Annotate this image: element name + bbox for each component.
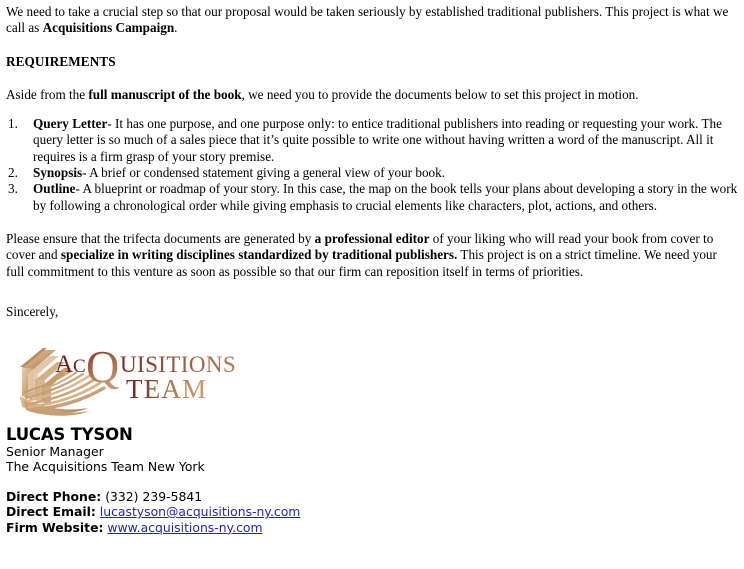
contact-phone-row: [6, 489, 744, 505]
website-link[interactable]: www.acquisitions-ny.com: [107, 519, 263, 535]
acquisitions-team-logo: [10, 338, 240, 420]
list-item-number: 3.: [8, 181, 18, 197]
logo-letter-a: A: [55, 351, 74, 379]
phone-label: Direct Phone:: [6, 488, 102, 504]
closing-bold2: specialize in writing disciplines standardized by traditional publishers.: [60, 247, 458, 263]
logo-team-text: TEAM: [126, 374, 208, 405]
phone-value: (332) 239-5841: [105, 488, 203, 504]
email-link[interactable]: lucastyson@acquisitions-ny.com: [99, 504, 301, 520]
requirements-list: [0, 116, 744, 214]
closing-part2: of your liking who will read your book from cover to cover and: [6, 230, 714, 263]
logo-letters-rest: UISITIONS: [120, 352, 237, 378]
signoff-text: Sincerely,: [6, 303, 59, 319]
list-item: [0, 181, 744, 214]
signature-name: LUCAS TYSON: [6, 425, 133, 445]
list-item-term: Query Letter: [33, 116, 108, 132]
list-item: [0, 165, 744, 181]
list-item-term: Synopsis: [33, 165, 83, 181]
signature-block: [0, 425, 744, 474]
contact-block: [0, 489, 744, 536]
contact-website-row: [6, 520, 744, 536]
logo-svg: [10, 338, 240, 420]
intro-bold-term: Acquisitions Campaign: [42, 20, 175, 36]
list-item: [0, 116, 744, 165]
contact-email-row: [6, 504, 744, 520]
list-item-number: 1.: [8, 116, 18, 132]
signature-title: Senior Manager: [6, 444, 104, 460]
requirements-heading: REQUIREMENTS: [6, 53, 116, 69]
aside-text-before: Aside from the: [6, 86, 89, 102]
aside-text-after: , we need you to provide the documents below to set this project in motion.: [241, 86, 639, 102]
closing-part3: This project is on a strict timeline. We need your full commitment to this venture as soon as possible so that our firm can reposition itself in terms of priorities.: [6, 247, 717, 279]
aside-paragraph: [0, 87, 744, 103]
logo-letter-c: C: [73, 356, 86, 378]
intro-paragraph: [0, 4, 744, 37]
aside-bold-term: full manuscript of the book: [88, 86, 242, 102]
email-label: Direct Email:: [6, 504, 96, 520]
list-item-description: - It has one purpose, and one purpose only: to entice traditional publishers into reading or requesting your work. The query letter is so much of a sales piece that it’s quite possible to write one without having written a word of the manuscript. All it requires is a firm grasp of your story premise.: [33, 116, 722, 164]
logo-letter-q: Q: [86, 341, 120, 393]
logo-wordmark-line2: [126, 374, 207, 404]
list-item-number: 2.: [8, 165, 18, 181]
signature-company: The Acquisitions Team New York: [6, 459, 205, 475]
website-label: Firm Website:: [6, 519, 104, 535]
list-item-term: Outline: [33, 181, 76, 197]
intro-text-after: .: [174, 20, 178, 36]
list-item-description: - A brief or condensed statement giving a general view of your book.: [82, 165, 446, 181]
closing-paragraph: [0, 231, 744, 280]
list-item-description: - A blueprint or roadmap of your story. In this case, the map on the book tells your plans about developing a story in the work by following a chronological order while giving emphasis to crucial elements like characters, plot, actions, and others.: [33, 181, 738, 213]
closing-bold1: a professional editor: [314, 230, 430, 246]
intro-text-before: We need to take a crucial step so that our proposal would be taken seriously by established traditional publishers. This project is what we call as: [6, 4, 729, 36]
closing-part1: Please ensure that the trifecta documents are generated by: [6, 230, 315, 246]
